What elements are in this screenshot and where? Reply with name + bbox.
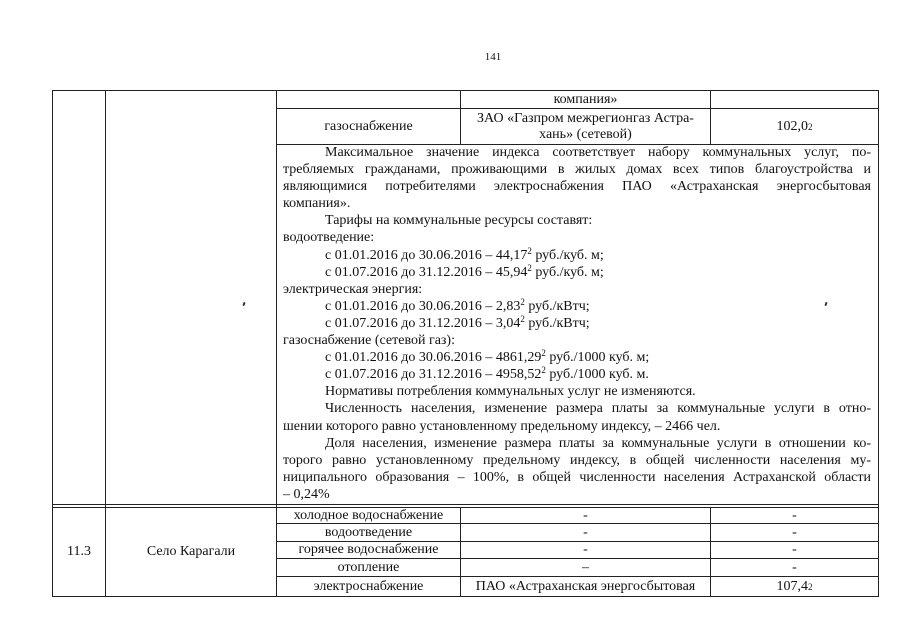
tariff-line xyxy=(283,264,871,281)
notes-text: Численность населения, изменение размера платы за коммунальные услуги в отно- xyxy=(325,401,871,417)
service-name: отопление xyxy=(337,559,400,575)
supplier-name: - xyxy=(583,524,588,540)
service-cell xyxy=(277,524,460,541)
service-cell xyxy=(277,542,460,558)
service-name: газоснабжение xyxy=(324,118,413,134)
index-cell: 102,0 2 xyxy=(776,118,813,134)
notes-line xyxy=(283,418,871,435)
notes-text: Максимальное значение индекса соответствует набору коммунальных услуг, по- xyxy=(325,145,871,160)
item-number: 11.3 xyxy=(67,544,91,559)
service-cell xyxy=(277,559,460,576)
index-cell: 107,4 2 xyxy=(776,578,813,594)
notes-line xyxy=(283,281,871,298)
tariff-unit: руб./кВтч; xyxy=(524,298,590,314)
notes-text: электрическая энергия: xyxy=(283,281,423,297)
index-value: - xyxy=(792,524,797,540)
index-cell xyxy=(711,542,878,558)
tariff-text: с 01.01.2016 до 30.06.2016 – 44,17 xyxy=(325,247,528,263)
supplier-name-line: ЗАО «Газпром межрегионгаз Астра- xyxy=(477,110,694,126)
tariff-unit: руб./куб. м; xyxy=(531,264,604,280)
notes-text: требляемых гражданами, проживающими в жилых домах всех типов благоустройства и xyxy=(283,162,871,178)
supplier-cell xyxy=(461,91,710,108)
notes-text: ниципального образования – 100%, в общей численности населения Астраханской области xyxy=(283,469,871,485)
notes-text: являющимися потребителями электроснабжения ПАО «Астраханская энергосбытовая xyxy=(283,179,871,195)
notes-line xyxy=(283,212,871,229)
notes-line xyxy=(283,195,871,212)
page-number: 141 xyxy=(484,51,502,63)
tariff-text: с 01.07.2016 до 31.12.2016 – 45,94 xyxy=(325,264,528,280)
item-number-cell xyxy=(53,508,105,596)
index-value: 102,0 xyxy=(776,118,808,134)
notes-line xyxy=(283,144,871,161)
tariff-line xyxy=(283,366,871,383)
tariff-line xyxy=(283,298,871,315)
service-cell xyxy=(277,577,460,596)
notes-line xyxy=(283,161,871,178)
notes-text: водоотведение: xyxy=(283,230,375,246)
footnote-marker: 2 xyxy=(520,313,525,324)
tariff-text: с 01.07.2016 до 31.12.2016 – 3,04 xyxy=(325,315,521,331)
supplier-cell xyxy=(461,508,710,523)
service-cell xyxy=(277,508,460,523)
notes-line xyxy=(283,400,871,417)
table-rule xyxy=(878,90,879,597)
index-value: 107,4 xyxy=(776,578,808,594)
notes-text: Тарифы на коммунальные ресурсы составят: xyxy=(325,213,593,229)
supplier-name: ПАО «Астраханская энергосбытовая xyxy=(475,578,696,594)
supplier-name: - xyxy=(583,542,588,557)
supplier-name-line: хань» (сетевой) xyxy=(539,126,632,142)
notes-line xyxy=(283,332,871,349)
service-name: электроснабжение xyxy=(313,578,424,594)
notes-block xyxy=(283,144,871,503)
service-name: водоотведение xyxy=(324,524,413,540)
footnote-marker: 2 xyxy=(541,348,546,359)
service-name: горячее водоснабжение xyxy=(298,542,439,557)
tariff-text: с 01.01.2016 до 30.06.2016 – 4861,29 xyxy=(325,350,542,366)
supplier-cell xyxy=(461,524,710,541)
supplier-cell xyxy=(461,577,710,596)
supplier-cell xyxy=(461,542,710,558)
tariff-line xyxy=(283,247,871,264)
tariff-line xyxy=(283,315,871,332)
footnote-marker: 2 xyxy=(527,262,532,273)
service-name: холодное водоснабжение xyxy=(293,507,444,523)
table-rule xyxy=(52,596,879,597)
supplier-name: – xyxy=(582,559,589,575)
footnote-marker: 2 xyxy=(541,365,546,376)
tariff-text: с 01.01.2016 до 30.06.2016 – 2,83 xyxy=(325,298,521,314)
notes-line xyxy=(283,435,871,452)
index-cell xyxy=(711,508,878,523)
notes-line xyxy=(283,178,871,195)
notes-line xyxy=(283,229,871,246)
supplier-tail: компания» xyxy=(553,91,618,107)
supplier-cell xyxy=(461,559,710,576)
notes-line xyxy=(283,469,871,486)
tariff-unit: руб./1000 куб. м. xyxy=(545,367,649,383)
tariff-text: с 01.07.2016 до 31.12.2016 – 4958,52 xyxy=(325,367,542,383)
notes-line xyxy=(283,486,871,503)
index-value: - xyxy=(792,507,797,523)
index-cell xyxy=(711,524,878,541)
notes-text: компания». xyxy=(283,196,351,212)
footnote-marker: 2 xyxy=(527,245,532,256)
index-value: - xyxy=(792,542,797,557)
index-cell xyxy=(711,559,878,576)
settlement-name: Село Карагали xyxy=(146,544,236,559)
notes-text: газоснабжение (сетевой газ): xyxy=(283,333,455,349)
tariff-unit: руб./кВтч; xyxy=(524,315,590,331)
tariff-line xyxy=(283,349,871,366)
tariff-unit: руб./куб. м; xyxy=(531,247,604,263)
notes-text: Доля населения, изменение размера платы за коммунальные услуги в отношении ко- xyxy=(325,435,871,451)
notes-line xyxy=(283,452,871,469)
notes-text: шении которого равно установленному предельному индексу, – 2466 чел. xyxy=(283,418,721,434)
supplier-cell xyxy=(461,109,710,144)
table-rule xyxy=(52,504,879,505)
footnote-marker: 2 xyxy=(520,296,525,307)
notes-text: торого равно установленному предельному индексу, в общей численности населения му- xyxy=(283,452,871,468)
index-value: - xyxy=(792,559,797,575)
supplier-name: - xyxy=(583,507,588,523)
tariff-unit: руб./1000 куб. м; xyxy=(545,350,650,366)
notes-text: – 0,24% xyxy=(283,486,330,502)
scan-mark xyxy=(242,302,245,306)
settlement-cell xyxy=(106,508,276,596)
notes-line xyxy=(283,383,871,400)
service-cell xyxy=(277,109,460,144)
notes-text: Нормативы потребления коммунальных услуг не изменяются. xyxy=(325,384,696,400)
